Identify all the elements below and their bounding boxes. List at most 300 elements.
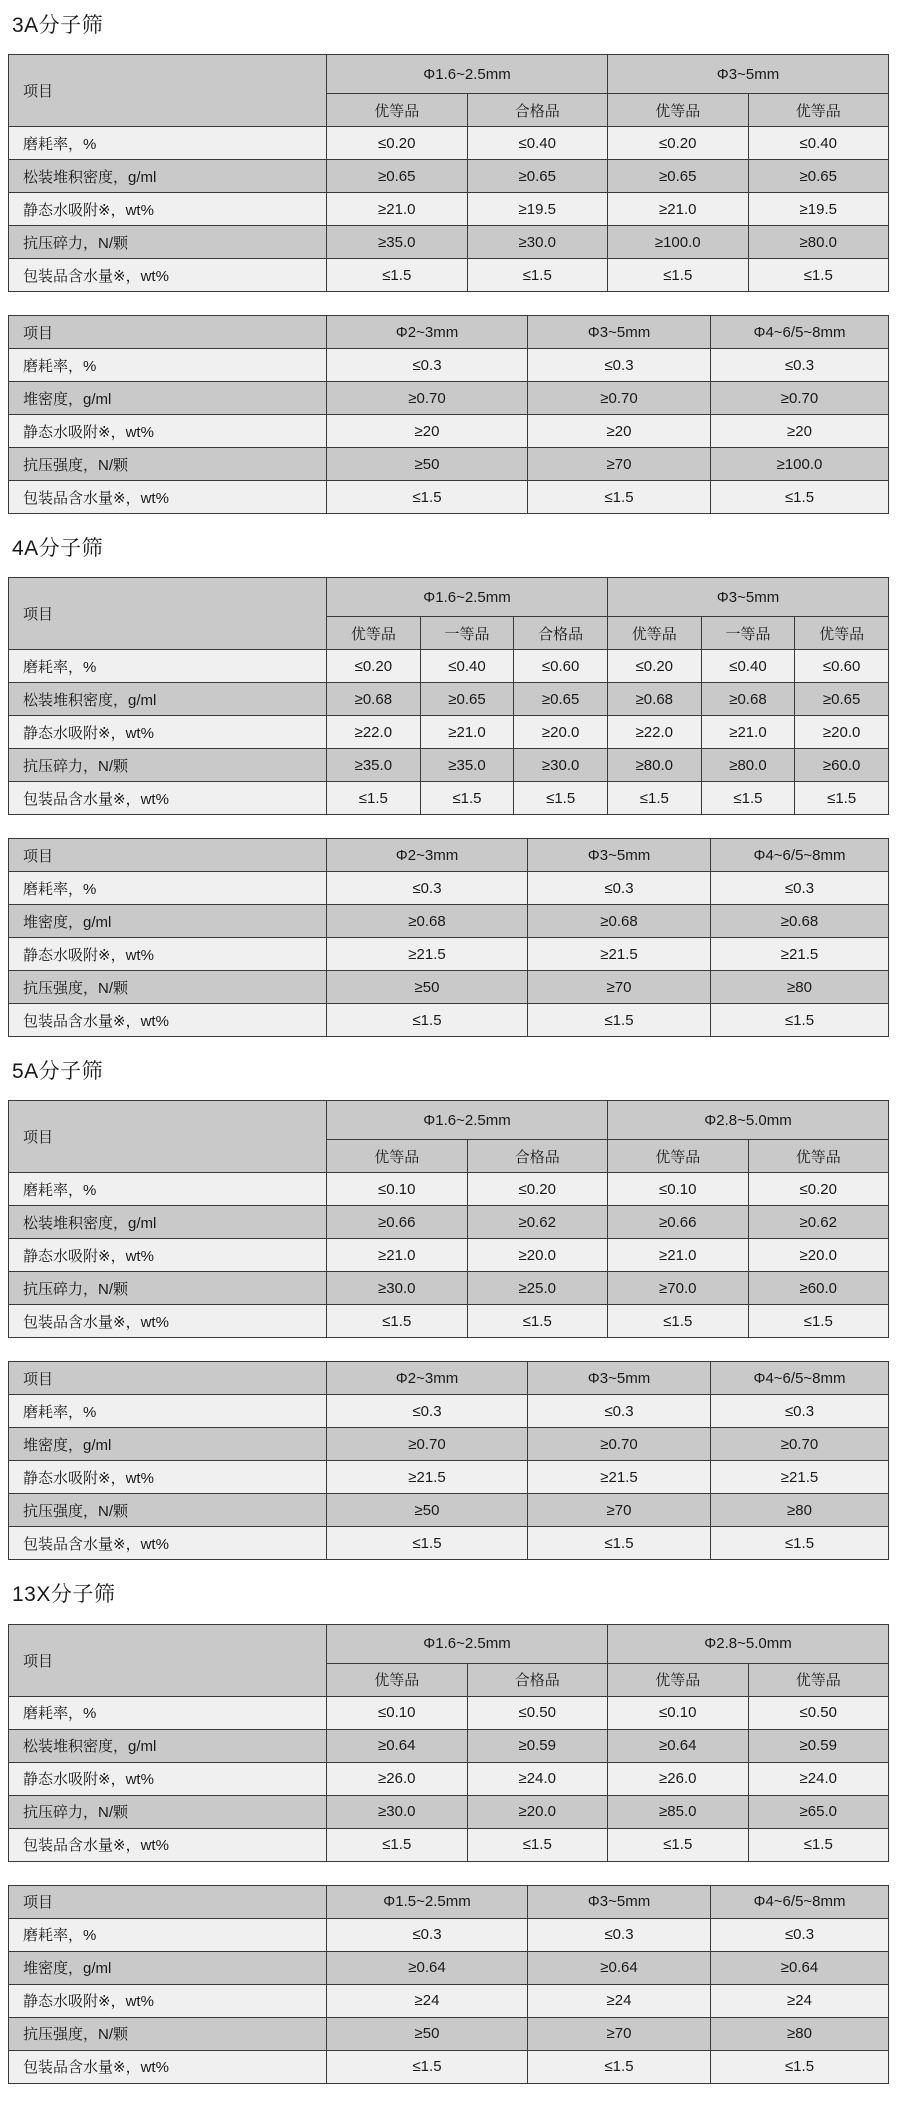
- column-header-size: Φ1.6~2.5mm: [327, 55, 608, 94]
- spec-value: ≤0.50: [748, 1696, 889, 1729]
- column-header-size: Φ2~3mm: [327, 316, 528, 349]
- column-header-grade: 优等品: [327, 1663, 468, 1696]
- spec-value: ≤0.3: [711, 349, 889, 382]
- spec-value: ≤1.5: [748, 1828, 889, 1861]
- row-label: 抗压强度，N/颗: [9, 448, 327, 481]
- spec-row: [9, 1762, 889, 1795]
- row-label: 抗压碎力，N/颗: [9, 1272, 327, 1305]
- spec-row: [9, 1004, 889, 1037]
- column-header-grade: 合格品: [467, 94, 608, 127]
- spec-row: [9, 1461, 889, 1494]
- spec-value: ≥80.0: [748, 226, 889, 259]
- spec-value: ≤0.40: [748, 127, 889, 160]
- row-label: 静态水吸附※，wt%: [9, 1984, 327, 2017]
- spec-value: ≤1.5: [711, 1527, 889, 1560]
- spec-value: ≥60.0: [795, 749, 889, 782]
- spec-value: ≤0.3: [327, 872, 528, 905]
- spec-value: ≥20.0: [467, 1795, 608, 1828]
- spec-row: [9, 905, 889, 938]
- section-4a: [8, 537, 889, 1037]
- table-13x-primary: [8, 1624, 889, 1862]
- spec-value: ≤1.5: [467, 1828, 608, 1861]
- spec-value: ≥20: [327, 415, 528, 448]
- column-header-grade: 合格品: [514, 617, 608, 650]
- spec-value: ≥50: [327, 2017, 528, 2050]
- column-header-grade: 一等品: [701, 617, 795, 650]
- spec-row: [9, 1984, 889, 2017]
- spec-value: ≤1.5: [327, 1004, 528, 1037]
- spec-value: ≥24: [528, 1984, 711, 2017]
- spec-value: ≤1.5: [748, 1305, 889, 1338]
- spec-value: ≥30.0: [514, 749, 608, 782]
- spec-value: ≥0.59: [748, 1729, 889, 1762]
- spec-row: [9, 1527, 889, 1560]
- spec-table: [8, 1100, 889, 1338]
- column-header-item: 项目: [9, 1624, 327, 1696]
- table-13x-secondary: [8, 1885, 889, 2084]
- row-label: 松装堆积密度，g/ml: [9, 160, 327, 193]
- section-13x: [8, 1583, 889, 2083]
- spec-value: ≥85.0: [608, 1795, 749, 1828]
- size-header-row: [9, 839, 889, 872]
- spec-value: ≤0.40: [420, 650, 514, 683]
- size-header-row: [9, 1362, 889, 1395]
- spec-row: [9, 259, 889, 292]
- spec-value: ≤0.3: [528, 349, 711, 382]
- row-label: 堆密度，g/ml: [9, 1951, 327, 1984]
- spec-table: [8, 577, 889, 815]
- section-13x-title: 13X分子筛: [12, 1583, 116, 1607]
- spec-row: [9, 782, 889, 815]
- spec-row: [9, 749, 889, 782]
- column-header-size: Φ2.8~5.0mm: [608, 1624, 889, 1663]
- spec-value: ≤0.20: [327, 650, 421, 683]
- spec-value: ≥0.66: [608, 1206, 749, 1239]
- table-3a-secondary: [8, 315, 889, 514]
- spec-row: [9, 1795, 889, 1828]
- spec-value: ≤0.20: [467, 1173, 608, 1206]
- spec-value: ≥100.0: [608, 226, 749, 259]
- spec-row: [9, 481, 889, 514]
- column-header-size: Φ2~3mm: [327, 1362, 528, 1395]
- spec-value: ≥21.5: [327, 1461, 528, 1494]
- spec-value: ≥0.62: [748, 1206, 889, 1239]
- column-header-grade: 优等品: [748, 1140, 889, 1173]
- column-header-size: Φ4~6/5~8mm: [711, 316, 889, 349]
- table-5a-secondary: [8, 1361, 889, 1560]
- spec-value: ≥21.5: [528, 1461, 711, 1494]
- spec-row: [9, 1206, 889, 1239]
- spec-value: ≤0.20: [608, 127, 749, 160]
- spec-value: ≤0.20: [748, 1173, 889, 1206]
- row-label: 静态水吸附※，wt%: [9, 415, 327, 448]
- spec-value: ≤1.5: [514, 782, 608, 815]
- spec-value: ≥0.68: [327, 683, 421, 716]
- column-header-size: Φ4~6/5~8mm: [711, 1885, 889, 1918]
- spec-value: ≤1.5: [528, 1004, 711, 1037]
- spec-value: ≥21.5: [711, 938, 889, 971]
- row-label: 堆密度，g/ml: [9, 382, 327, 415]
- column-header-item: 项目: [9, 55, 327, 127]
- spec-value: ≥21.5: [528, 938, 711, 971]
- spec-value: ≤0.60: [795, 650, 889, 683]
- spec-value: ≥0.62: [467, 1206, 608, 1239]
- spec-row: [9, 2050, 889, 2083]
- spec-value: ≥70: [528, 1494, 711, 1527]
- row-label: 静态水吸附※，wt%: [9, 938, 327, 971]
- spec-value: ≤1.5: [711, 481, 889, 514]
- spec-value: ≥21.5: [711, 1461, 889, 1494]
- row-label: 包装品含水量※，wt%: [9, 259, 327, 292]
- spec-value: ≥21.0: [608, 193, 749, 226]
- table-5a-primary: [8, 1100, 889, 1338]
- spec-row: [9, 1395, 889, 1428]
- row-label: 包装品含水量※，wt%: [9, 2050, 327, 2083]
- spec-value: ≤1.5: [327, 481, 528, 514]
- spec-value: ≥21.0: [327, 193, 468, 226]
- spec-value: ≤1.5: [608, 1828, 749, 1861]
- spec-row: [9, 1828, 889, 1861]
- column-header-grade: 一等品: [420, 617, 514, 650]
- spec-value: ≤1.5: [420, 782, 514, 815]
- spec-value: ≥80.0: [701, 749, 795, 782]
- spec-value: ≥24.0: [467, 1762, 608, 1795]
- row-label: 静态水吸附※，wt%: [9, 716, 327, 749]
- column-header-grade: 优等品: [748, 94, 889, 127]
- spec-value: ≥20.0: [467, 1239, 608, 1272]
- column-header-size: Φ3~5mm: [607, 578, 888, 617]
- row-label: 磨耗率，%: [9, 872, 327, 905]
- row-label: 静态水吸附※，wt%: [9, 1461, 327, 1494]
- row-label: 抗压强度，N/颗: [9, 2017, 327, 2050]
- spec-value: ≥70.0: [608, 1272, 749, 1305]
- spec-value: ≥50: [327, 448, 528, 481]
- spec-row: [9, 1696, 889, 1729]
- section-3a-title: 3A分子筛: [12, 14, 104, 37]
- spec-value: ≤0.10: [608, 1173, 749, 1206]
- spec-row: [9, 1729, 889, 1762]
- spec-value: ≤0.3: [711, 872, 889, 905]
- spec-value: ≤1.5: [327, 259, 468, 292]
- row-label: 抗压碎力，N/颗: [9, 1795, 327, 1828]
- spec-row: [9, 1494, 889, 1527]
- spec-value: ≥22.0: [607, 716, 701, 749]
- spec-value: ≥30.0: [327, 1795, 468, 1828]
- spec-value: ≥80: [711, 971, 889, 1004]
- spec-value: ≤0.40: [701, 650, 795, 683]
- row-label: 包装品含水量※，wt%: [9, 481, 327, 514]
- spec-value: ≤0.3: [528, 1918, 711, 1951]
- spec-row: [9, 650, 889, 683]
- spec-value: ≥0.65: [748, 160, 889, 193]
- spec-value: ≤0.3: [711, 1395, 889, 1428]
- column-header-size: Φ2.8~5.0mm: [608, 1101, 889, 1140]
- row-label: 磨耗率，%: [9, 1173, 327, 1206]
- table-4a-secondary: [8, 838, 889, 1037]
- spec-value: ≤1.5: [528, 2050, 711, 2083]
- spec-value: ≥70: [528, 448, 711, 481]
- row-label: 磨耗率，%: [9, 127, 327, 160]
- spec-value: ≥24: [327, 1984, 528, 2017]
- row-label: 堆密度，g/ml: [9, 1428, 327, 1461]
- spec-value: ≥0.65: [608, 160, 749, 193]
- spec-row: [9, 938, 889, 971]
- spec-value: ≤0.10: [608, 1696, 749, 1729]
- spec-value: ≥21.0: [420, 716, 514, 749]
- size-header-row: [9, 1885, 889, 1918]
- table-3a-primary: [8, 54, 889, 292]
- spec-value: ≤1.5: [528, 1527, 711, 1560]
- spec-value: ≤0.3: [528, 1395, 711, 1428]
- spec-row: [9, 1173, 889, 1206]
- spec-value: ≥26.0: [327, 1762, 468, 1795]
- column-header-size: Φ1.5~2.5mm: [327, 1885, 528, 1918]
- spec-value: ≥20: [711, 415, 889, 448]
- spec-value: ≤1.5: [467, 1305, 608, 1338]
- spec-value: ≤0.3: [711, 1918, 889, 1951]
- spec-value: ≤1.5: [528, 481, 711, 514]
- spec-value: ≤0.20: [327, 127, 468, 160]
- row-label: 磨耗率，%: [9, 1918, 327, 1951]
- spec-value: ≥35.0: [327, 226, 468, 259]
- spec-value: ≥26.0: [608, 1762, 749, 1795]
- section-5a-title: 5A分子筛: [12, 1060, 104, 1084]
- spec-value: ≤0.50: [467, 1696, 608, 1729]
- spec-value: ≤0.3: [528, 872, 711, 905]
- column-header-size: Φ3~5mm: [528, 839, 711, 872]
- spec-value: ≥80.0: [607, 749, 701, 782]
- spec-value: ≤1.5: [711, 1004, 889, 1037]
- table-4a-primary: [8, 577, 889, 815]
- row-label: 磨耗率，%: [9, 349, 327, 382]
- column-header-size: Φ4~6/5~8mm: [711, 839, 889, 872]
- size-header-row: [9, 1101, 889, 1140]
- column-header-grade: 优等品: [795, 617, 889, 650]
- row-label: 包装品含水量※，wt%: [9, 782, 327, 815]
- spec-value: ≥0.68: [607, 683, 701, 716]
- spec-value: ≤0.20: [607, 650, 701, 683]
- spec-value: ≥0.70: [528, 382, 711, 415]
- column-header-item: 项目: [9, 1101, 327, 1173]
- spec-value: ≥0.68: [528, 905, 711, 938]
- spec-row: [9, 1239, 889, 1272]
- column-header-size: Φ1.6~2.5mm: [327, 1624, 608, 1663]
- spec-value: ≥0.64: [327, 1729, 468, 1762]
- column-header-grade: 优等品: [327, 617, 421, 650]
- row-label: 包装品含水量※，wt%: [9, 1527, 327, 1560]
- spec-value: ≥0.70: [711, 1428, 889, 1461]
- column-header-size: Φ3~5mm: [528, 1362, 711, 1395]
- spec-value: ≤0.10: [327, 1173, 468, 1206]
- spec-row: [9, 160, 889, 193]
- size-header-row: [9, 1624, 889, 1663]
- section-5a: [8, 1060, 889, 1560]
- row-label: 抗压碎力，N/颗: [9, 749, 327, 782]
- spec-value: ≤0.60: [514, 650, 608, 683]
- row-label: 抗压强度，N/颗: [9, 971, 327, 1004]
- column-header-size: Φ3~5mm: [608, 55, 889, 94]
- column-header-grade: 合格品: [467, 1663, 608, 1696]
- spec-value: ≤1.5: [327, 782, 421, 815]
- spec-value: ≥21.0: [327, 1239, 468, 1272]
- section-4a-title: 4A分子筛: [12, 537, 104, 561]
- row-label: 静态水吸附※，wt%: [9, 1239, 327, 1272]
- spec-table: [8, 315, 889, 514]
- spec-value: ≥0.65: [795, 683, 889, 716]
- spec-value: ≥25.0: [467, 1272, 608, 1305]
- spec-value: ≥0.68: [711, 905, 889, 938]
- spec-row: [9, 349, 889, 382]
- spec-value: ≤1.5: [327, 1305, 468, 1338]
- spec-value: ≥60.0: [748, 1272, 889, 1305]
- column-header-grade: 优等品: [608, 1663, 749, 1696]
- column-header-grade: 优等品: [748, 1663, 889, 1696]
- spec-value: ≥0.59: [467, 1729, 608, 1762]
- spec-value: ≤1.5: [607, 782, 701, 815]
- spec-value: ≥80: [711, 2017, 889, 2050]
- spec-value: ≤1.5: [711, 2050, 889, 2083]
- spec-value: ≥0.70: [711, 382, 889, 415]
- spec-value: ≥0.65: [420, 683, 514, 716]
- column-header-size: Φ4~6/5~8mm: [711, 1362, 889, 1395]
- row-label: 抗压强度，N/颗: [9, 1494, 327, 1527]
- column-header-size: Φ2~3mm: [327, 839, 528, 872]
- row-label: 磨耗率，%: [9, 1696, 327, 1729]
- spec-value: ≤0.3: [327, 1918, 528, 1951]
- spec-row: [9, 872, 889, 905]
- spec-value: ≤1.5: [795, 782, 889, 815]
- spec-table: [8, 54, 889, 292]
- spec-value: ≤0.3: [327, 1395, 528, 1428]
- spec-value: ≤0.10: [327, 1696, 468, 1729]
- spec-value: ≤0.40: [467, 127, 608, 160]
- column-header-item: 项目: [9, 839, 327, 872]
- spec-value: ≥22.0: [327, 716, 421, 749]
- spec-value: ≥0.70: [327, 1428, 528, 1461]
- spec-value: ≥30.0: [467, 226, 608, 259]
- spec-value: ≥24: [711, 1984, 889, 2017]
- spec-value: ≥80: [711, 1494, 889, 1527]
- spec-value: ≥35.0: [327, 749, 421, 782]
- size-header-row: [9, 578, 889, 617]
- spec-row: [9, 1951, 889, 1984]
- spec-value: ≥65.0: [748, 1795, 889, 1828]
- section-3a: [8, 14, 889, 514]
- spec-row: [9, 415, 889, 448]
- spec-value: ≥50: [327, 1494, 528, 1527]
- column-header-grade: 合格品: [467, 1140, 608, 1173]
- row-label: 磨耗率，%: [9, 1395, 327, 1428]
- spec-value: ≤1.5: [327, 2050, 528, 2083]
- row-label: 包装品含水量※，wt%: [9, 1305, 327, 1338]
- spec-row: [9, 193, 889, 226]
- spec-value: ≥24.0: [748, 1762, 889, 1795]
- spec-value: ≤1.5: [701, 782, 795, 815]
- row-label: 松装堆积密度，g/ml: [9, 1206, 327, 1239]
- spec-value: ≥0.70: [528, 1428, 711, 1461]
- spec-row: [9, 226, 889, 259]
- spec-value: ≥30.0: [327, 1272, 468, 1305]
- spec-value: ≤1.5: [327, 1527, 528, 1560]
- spec-value: ≥0.68: [327, 905, 528, 938]
- spec-value: ≥0.64: [528, 1951, 711, 1984]
- spec-value: ≥21.0: [608, 1239, 749, 1272]
- spec-value: ≥20.0: [795, 716, 889, 749]
- column-header-size: Φ3~5mm: [528, 1885, 711, 1918]
- spec-value: ≥0.66: [327, 1206, 468, 1239]
- spec-row: [9, 382, 889, 415]
- spec-value: ≤1.5: [608, 1305, 749, 1338]
- spec-row: [9, 2017, 889, 2050]
- row-label: 静态水吸附※，wt%: [9, 1762, 327, 1795]
- spec-value: ≥21.0: [701, 716, 795, 749]
- size-header-row: [9, 316, 889, 349]
- spec-row: [9, 448, 889, 481]
- spec-row: [9, 1428, 889, 1461]
- column-header-grade: 优等品: [607, 617, 701, 650]
- column-header-size: Φ1.6~2.5mm: [327, 578, 608, 617]
- column-header-item: 项目: [9, 1885, 327, 1918]
- spec-value: ≥19.5: [748, 193, 889, 226]
- spec-value: ≥0.64: [711, 1951, 889, 1984]
- spec-value: ≤1.5: [467, 259, 608, 292]
- column-header-item: 项目: [9, 316, 327, 349]
- row-label: 抗压碎力，N/颗: [9, 226, 327, 259]
- spec-value: ≥0.70: [327, 382, 528, 415]
- column-header-grade: 优等品: [608, 94, 749, 127]
- spec-row: [9, 716, 889, 749]
- spec-value: ≥0.65: [327, 160, 468, 193]
- spec-value: ≤0.3: [327, 349, 528, 382]
- spec-value: ≥21.5: [327, 938, 528, 971]
- spec-value: ≥100.0: [711, 448, 889, 481]
- spec-value: ≥35.0: [420, 749, 514, 782]
- row-label: 松装堆积密度，g/ml: [9, 683, 327, 716]
- spec-table: [8, 1361, 889, 1560]
- spec-value: ≤1.5: [748, 259, 889, 292]
- spec-value: ≥0.68: [701, 683, 795, 716]
- spec-value: ≥20: [528, 415, 711, 448]
- spec-value: ≥70: [528, 971, 711, 1004]
- spec-value: ≥0.64: [327, 1951, 528, 1984]
- column-header-size: Φ1.6~2.5mm: [327, 1101, 608, 1140]
- spec-row: [9, 971, 889, 1004]
- spec-row: [9, 1305, 889, 1338]
- spec-table: [8, 1885, 889, 2084]
- spec-row: [9, 127, 889, 160]
- column-header-item: 项目: [9, 578, 327, 650]
- spec-value: ≥50: [327, 971, 528, 1004]
- spec-table: [8, 838, 889, 1037]
- spec-value: ≤1.5: [608, 259, 749, 292]
- spec-value: ≥19.5: [467, 193, 608, 226]
- spec-row: [9, 1918, 889, 1951]
- row-label: 松装堆积密度，g/ml: [9, 1729, 327, 1762]
- spec-value: ≥0.65: [467, 160, 608, 193]
- column-header-grade: 优等品: [327, 94, 468, 127]
- row-label: 磨耗率，%: [9, 650, 327, 683]
- column-header-size: Φ3~5mm: [528, 316, 711, 349]
- row-label: 包装品含水量※，wt%: [9, 1004, 327, 1037]
- spec-value: ≥0.64: [608, 1729, 749, 1762]
- row-label: 堆密度，g/ml: [9, 905, 327, 938]
- row-label: 包装品含水量※，wt%: [9, 1828, 327, 1861]
- column-header-grade: 优等品: [608, 1140, 749, 1173]
- column-header-grade: 优等品: [327, 1140, 468, 1173]
- spec-value: ≥70: [528, 2017, 711, 2050]
- spec-value: ≥0.65: [514, 683, 608, 716]
- spec-value: ≤1.5: [327, 1828, 468, 1861]
